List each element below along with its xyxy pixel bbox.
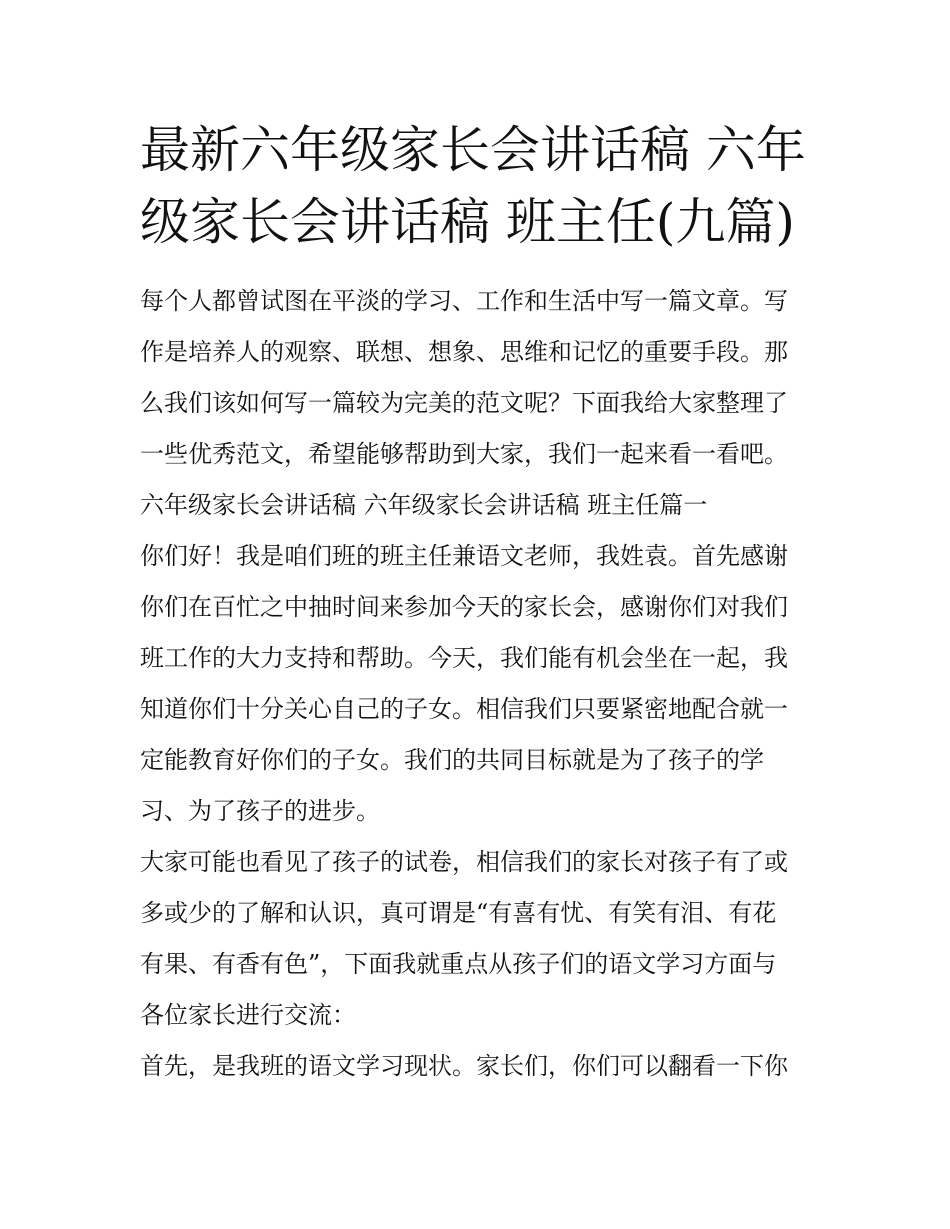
section-heading: 六年级家长会讲话稿 六年级家长会讲话稿 班主任篇一 — [140, 491, 708, 519]
body-line: 班工作的大力支持和帮助。今天，我们能有机会坐在一起，我 — [140, 644, 788, 672]
body-line: 每个人都曾试图在平淡的学习、工作和生活中写一篇文章。写 — [140, 287, 788, 315]
body-line: 么我们该如何写一篇较为完美的范文呢？下面我给大家整理了 — [140, 389, 788, 417]
body-line: 定能教育好你们的子女。我们的共同目标就是为了孩子的学 — [140, 746, 764, 774]
body-line: 有果、有香有色”，下面我就重点从孩子们的语文学习方面与 — [140, 950, 777, 978]
title-line: 最新六年级家长会讲话稿 六年 — [140, 121, 806, 179]
body-line: 习、为了孩子的进步。 — [140, 797, 380, 825]
body-line: 作是培养人的观察、联想、想象、思维和记忆的重要手段。那 — [140, 338, 788, 366]
body-line: 一些优秀范文，希望能够帮助到大家，我们一起来看一看吧。 — [140, 440, 788, 468]
body-line: 知道你们十分关心自己的子女。相信我们只要紧密地配合就一 — [140, 695, 788, 723]
title-line: 级家长会讲话稿 班主任(九篇) — [140, 193, 795, 251]
body-line: 多或少的了解和认识，真可谓是“有喜有忧、有笑有泪、有花 — [140, 899, 777, 927]
body-line: 首先，是我班的语文学习现状。家长们，你们可以翻看一下你 — [140, 1052, 788, 1080]
page-title — [140, 114, 820, 258]
document-body — [140, 278, 820, 1094]
body-line: 你们在百忙之中抽时间来参加今天的家长会，感谢你们对我们 — [140, 593, 788, 621]
body-line: 大家可能也看见了孩子的试卷，相信我们的家长对孩子有了或 — [140, 848, 788, 876]
body-line: 各位家长进行交流： — [140, 1001, 356, 1029]
body-line: 你们好！我是咱们班的班主任兼语文老师，我姓袁。首先感谢 — [140, 542, 788, 570]
